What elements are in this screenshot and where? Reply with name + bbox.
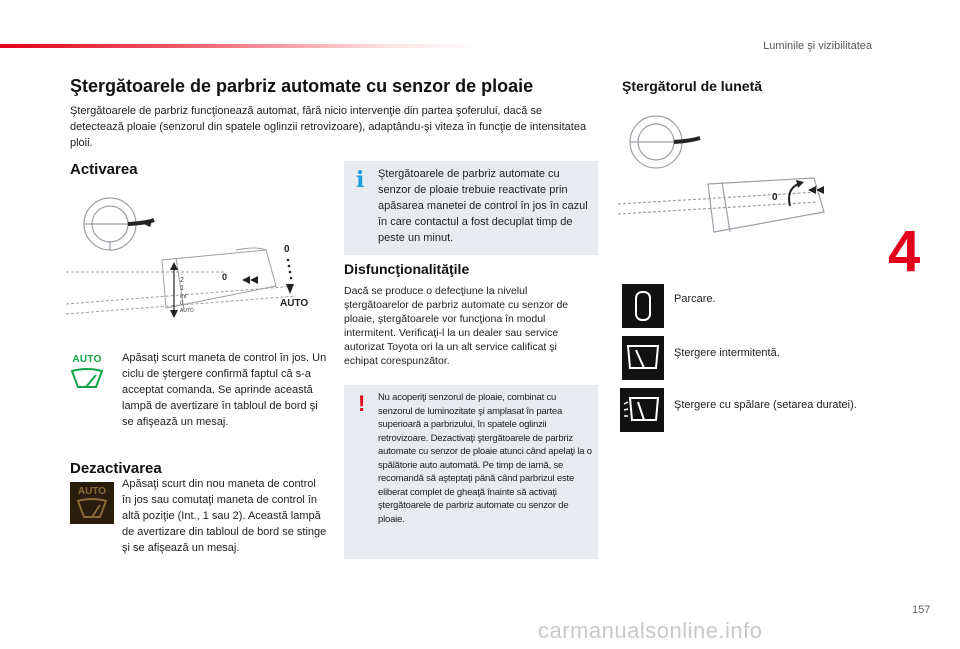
intro-paragraph: Ştergătoarele de parbriz funcţionează automat, fără nicio intervenţie din partea şoferului, dacă se detectează ploaie (senzorul din spatele oglinzii retrovizoare), adaptându-şi viteza în funcţie de intensitatea ploii. xyxy=(70,105,587,149)
stalk-label-int: Int xyxy=(180,294,187,300)
info-box xyxy=(344,161,598,255)
rear-wiper-heading: Ştergătorul de lunetă xyxy=(622,78,763,94)
stalk-label-2: 2 xyxy=(180,277,184,284)
lamp-off-auto-label: AUTO xyxy=(77,486,107,497)
activation-heading: Activarea xyxy=(70,161,138,178)
auto-wiper-lamp-green xyxy=(66,354,108,398)
malfunction-heading: Disfuncţionalităţile xyxy=(344,261,470,277)
wiper-off-icon xyxy=(70,497,114,521)
rear-wiper-wash-icon xyxy=(620,388,664,432)
rear-mode-park-label: Parcare. xyxy=(674,293,716,305)
lamp-auto-label: AUTO xyxy=(72,354,102,365)
info-icon: i xyxy=(356,167,365,193)
watermark: carmanualsonline.info xyxy=(538,618,763,643)
rear-mode-intermittent-label: Ştergere intermitentă. xyxy=(674,347,780,359)
stalk-end-zero: 0 xyxy=(222,272,228,282)
rear-wiper-stalk-illustration xyxy=(618,108,838,244)
malfunction-text: Dacă se produce o defecţiune la nivelul ştergătoarelor de parbriz automate cu senzor de ploaie, ştergătoarele vor funcţiona în modul intermitent. Verificaţi-l la un dealer sau service autorizat Toyota ori la un alt service calificat şi echipat corespunzător. xyxy=(344,285,569,367)
warning-icon: ! xyxy=(358,391,366,416)
chapter-number: 4 xyxy=(888,219,921,284)
stalk-label-1: 1 xyxy=(180,285,184,292)
rear-wiper-park-icon xyxy=(622,284,664,328)
rear-wiper-intermittent-icon xyxy=(622,336,664,380)
stalk-label-0: 0 xyxy=(180,301,184,307)
deactivation-heading: Dezactivarea xyxy=(70,460,162,477)
activation-text: Apăsaţi scurt maneta de control în jos. Un ciclu de ştergere confirmă faptul că s-a acceptat comanda. Se aprinde această lampă de avertizare în tabloul de bord şi se afişează un mesaj. xyxy=(122,352,327,428)
page-number: 157 xyxy=(912,604,931,616)
rear-mode-wash-label: Ştergere cu spălare (setarea duratei). xyxy=(674,399,857,411)
auto-wiper-lamp-off xyxy=(70,482,114,524)
stalk-label-auto: AUTO xyxy=(180,308,194,314)
auto-position-zero: 0 xyxy=(284,244,290,255)
wiper-green-icon xyxy=(66,365,108,393)
page-title: Ştergătoarele de parbriz automate cu senzor de ploaie xyxy=(70,76,534,96)
chapter-title: Luminile şi vizibilitatea xyxy=(763,40,872,52)
info-text: Ştergătoarele de parbriz automate cu senzor de ploaie trebuie reactivate prin apăsarea manetei de control în jos în cazul în care contactul a fost decuplat timp de peste un minut. xyxy=(378,168,588,244)
wiper-stalk-illustration xyxy=(66,190,328,326)
header-accent-bar xyxy=(0,44,480,48)
deactivation-text: Apăsaţi scurt din nou maneta de control în jos sau comutaţi maneta de control în altă poziţie (Int., 1 sau 2). Această lampă de avertizare din tabloul de bord se stinge şi se afişează un mesaj. xyxy=(122,478,327,554)
warning-text: Nu acoperiţi senzorul de ploaie, combinat cu senzorul de luminozitate şi amplasat în partea superioară a parbrizului, în spatele oglinzii retrovizoare. Dezactivaţi ştergătoarele de parbriz automate cu senzor de ploaie atunci când apelaţi la o spălătorie auto automată. Pe timp de iarnă, se recomandă să aşteptaţi până când parbrizul este eliberat complet de gheaţă înainte să activaţi ştergătoarele de parbriz automate cu senzor de ploaie. xyxy=(378,392,592,525)
auto-position-label: AUTO xyxy=(280,298,309,309)
rear-stalk-zero: 0 xyxy=(772,192,778,203)
warning-box xyxy=(344,385,598,559)
